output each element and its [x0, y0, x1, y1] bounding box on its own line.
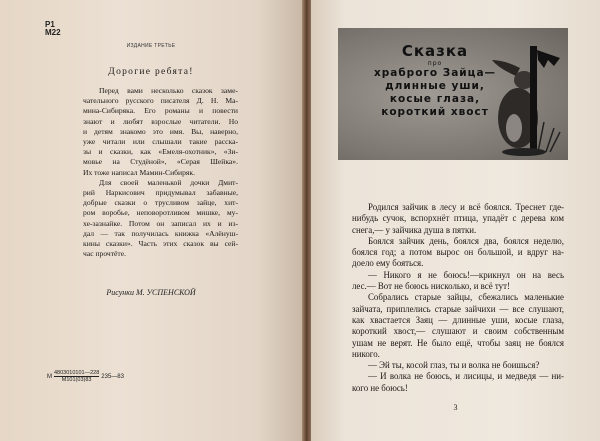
text-line: уже читали или слышали такие расска-: [83, 137, 238, 147]
text-line: ушам не верят. Не было ещё, чтобы заяц не боялся: [352, 337, 564, 348]
library-code-line: М22: [45, 28, 61, 37]
text-line: чательного русского писателя Д. Н. Ма-: [83, 96, 238, 106]
text-line: — Никого я не боюсь!—крикнул он на весь: [368, 269, 564, 280]
text-line: короткий хвост,— слушают и своим собственным: [352, 326, 564, 337]
page-number: 3: [453, 403, 458, 412]
text-line: — И волка не боюсь, и лисицы, и медведя — ни-: [368, 371, 564, 382]
text-line: и детям знакомо это имя. Вы, наверно,: [83, 126, 238, 136]
text-line: доело ему бояться.: [352, 258, 424, 269]
story-title-line: Сказка: [401, 42, 469, 60]
text-line: никого.: [352, 348, 380, 359]
catalog-prefix: М: [47, 373, 52, 380]
text-line: мовье на Студёной», «Серая Шейка».: [83, 157, 238, 167]
title-illustration: [338, 28, 568, 160]
text-line: мина-Сибиряка. Его романы и повести: [83, 106, 238, 116]
text-line: кого не боюсь!: [352, 382, 408, 393]
text-line: нибудь сучок, вспорхнёт птица, упадёт с дерева ком: [352, 213, 564, 224]
text-line: Собрались старые зайцы, сбежались маленькие: [368, 292, 564, 303]
story-title-line: про: [427, 60, 443, 67]
text-line: лес.— Вот не боюсь нисколько, и всё тут!: [352, 281, 510, 292]
right-page: [311, 0, 600, 441]
text-line: боялся год; а потом вырос он большой, и вдруг на-: [352, 247, 564, 258]
text-line: Их тоже написал Мамин-Сибиряк.: [83, 167, 195, 177]
text-line: ром воробье, неповоротливом мишке, му-: [83, 208, 238, 218]
text-line: Боялся зайчик день, боялся два, боялся неделю,: [368, 235, 564, 246]
text-line: рий Наркисович придумывал забавные,: [83, 188, 238, 198]
text-line: как хвастается Заяц — длинные уши, косые глаза,: [352, 314, 564, 325]
text-line: Для своей маленькой дочки Дмит-: [99, 177, 238, 187]
text-line: знают и любят взрослые читатели. Но: [83, 116, 238, 126]
library-code-line: Р1: [45, 20, 55, 29]
catalog-denominator: М101(03)83: [61, 377, 92, 383]
story-title-line: длинные уши,: [385, 80, 485, 92]
story-title-line: короткий хвост: [381, 106, 489, 118]
text-line: снега,— у зайчика душа в пятки.: [352, 224, 477, 235]
foreword-text: [83, 86, 238, 259]
text-line: Перед вами несколько сказок заме-: [99, 86, 238, 95]
text-line: добрые сказки о трусливом зайце, хит-: [83, 198, 238, 208]
hare-illustration: [488, 38, 568, 158]
text-line: кины сказки». Часть этих сказок вы сей-: [83, 239, 238, 249]
story-text: [352, 202, 564, 394]
story-title-line: храброго Зайца—: [373, 67, 497, 79]
text-line: дал — так получилась книжка «Алёнуш-: [83, 228, 238, 238]
edition-note: ИЗДАНИЕ ТРЕТЬЕ: [126, 43, 176, 49]
foreword-title: Дорогие ребята!: [108, 67, 194, 77]
catalog-fraction: [54, 370, 99, 383]
catalog-numerator: 4803010101—228: [54, 370, 100, 376]
text-line: хе-зазнайке. Потом он записал их и из-: [83, 218, 238, 228]
text-line: час прочтёте.: [83, 249, 127, 259]
text-line: Родился зайчик в лесу и всё боялся. Треснет где-: [368, 202, 564, 212]
text-line: зайчата, приплелись старые зайчихи — все слушают,: [352, 303, 564, 314]
library-code: [45, 21, 61, 37]
illustrator-credit: Рисунки М. УСПЕНСКОЙ: [106, 288, 196, 297]
catalog-code: [47, 370, 124, 383]
text-line: зы и сказки, как «Емеля-охотник», «Зи-: [83, 147, 238, 157]
catalog-suffix: 235—83: [101, 373, 124, 380]
story-title-line: косые глаза,: [389, 93, 481, 105]
book-spine: [302, 0, 311, 441]
text-line: — Эй ты, косой глаз, ты и волка не боишься?: [368, 360, 540, 371]
